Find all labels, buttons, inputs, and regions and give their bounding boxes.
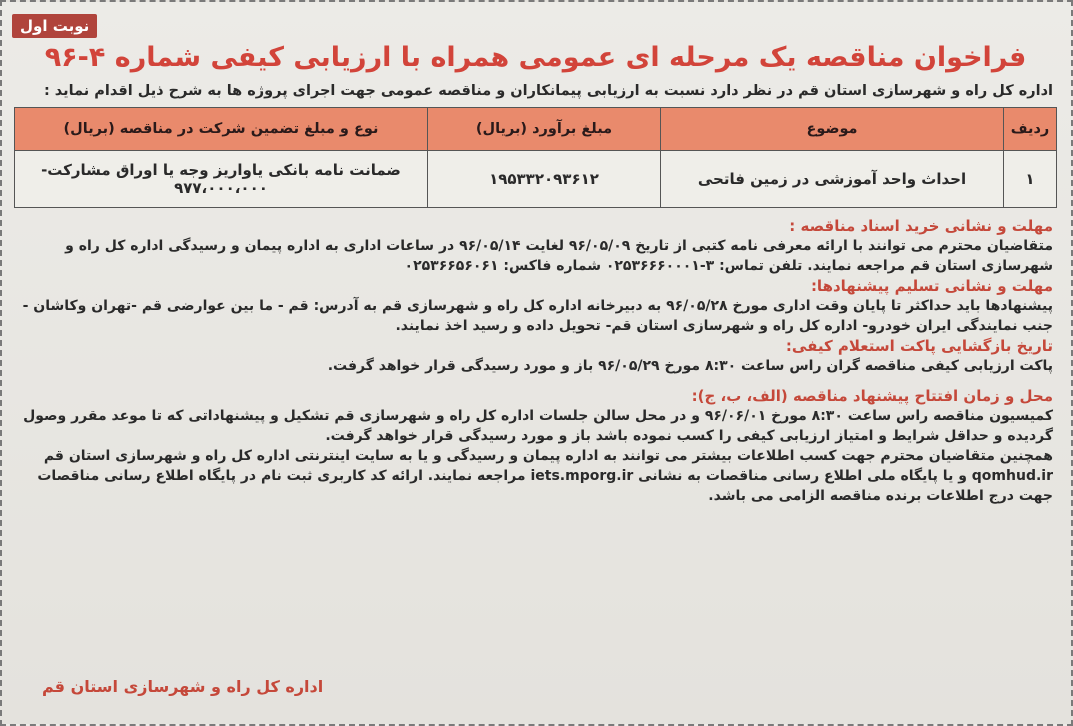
intro-text: اداره کل راه و شهرسازی استان قم در نظر دارد نسبت به ارزیابی پیمانکاران و مناقصه عمومی جهت اجرای پروژه ها به شرح ذیل اقدام نماید :: [43, 83, 1053, 99]
header-guarantee: نوع و مبلغ تضمین شرکت در مناقصه (بریال): [15, 108, 428, 151]
cell-estimate: ۱۹۵۳۳۲۰۹۳۶۱۲: [428, 151, 661, 208]
purchase-text: متقاضیان محترم می توانند با ارائه معرفی نامه کتبی از تاریخ ۹۶/۰۵/۰۹ لغایت ۹۶/۰۵/۱۴ در ساعات اداری به اداره پیمان و رسیدگی اداره کل راه و شهرسازی استان قم مراجعه نمایند. تلفن تماس: ۳-۰۲۵۳۶۶۶۰۰۰۱ شماره فاکس: ۰۲۵۳۶۶۵۶۰۶۱: [65, 238, 1053, 274]
cell-subject: احداث واحد آموزشی در زمین فاتحی: [661, 151, 1004, 208]
header-index: ردیف: [1004, 108, 1057, 151]
cell-index: ۱: [1004, 151, 1057, 208]
notice-body: [14, 216, 1057, 506]
notice-badge: نوبت اول: [12, 14, 97, 38]
notice-title: فراخوان مناقصه یک مرحله ای عمومی همراه با ارزیابی کیفی شماره ۴-۹۶: [44, 42, 1027, 73]
purchase-heading: مهلت و نشانی خرید اسناد مناقصه :: [789, 217, 1053, 235]
header-subject: موضوع: [661, 108, 1004, 151]
signature: اداره کل راه و شهرسازی استان قم: [42, 677, 324, 696]
quality-text: پاکت ارزیابی کیفی مناقصه گران راس ساعت ۸:۳۰ مورخ ۹۶/۰۵/۲۹ باز و مورد رسیدگی قرار خواهد گرفت.: [327, 358, 1053, 374]
header-estimate: مبلغ برآورد (بریال): [428, 108, 661, 151]
delivery-text: پیشنهادها باید حداکثر تا پایان وقت اداری مورخ ۹۶/۰۵/۲۸ به دبیرخانه اداره کل راه و شهرسازی قم به آدرس: قم - ما بین عوارضی قم -تهران وکاشان - جنب نمایندگی ایران خودرو- اداره کل راه و شهرسازی استان قم- تحویل داده و رسید اخذ نمایند.: [22, 298, 1053, 334]
table-row: [15, 151, 1057, 208]
table-header-row: [15, 108, 1057, 151]
tender-table: [14, 107, 1057, 208]
cell-guarantee: ضمانت نامه بانکی یاواریز وجه یا اوراق مشارکت- ۹۷۷،۰۰۰،۰۰۰: [15, 151, 428, 208]
delivery-heading: مهلت و نشانی تسلیم پیشنهادها:: [810, 277, 1053, 295]
quality-heading: تاریخ بازگشایی پاکت استعلام کیفی:: [785, 337, 1053, 355]
more-info-text: همچنین متقاضیان محترم جهت کسب اطلاعات بیشتر می توانند به اداره پیمان و رسیدگی و یا به سایت اینترنتی اداره کل راه و شهرسازی استان قم qomhud.ir و یا پایگاه ملی اطلاع رسانی مناقصات به نشانی iets.mporg.ir مراجعه نمایند. ارائه کد کاربری ثبت نام در پایگاه اطلاع رسانی مناقصات جهت درج اطلاعات برنده مناقصه الزامی می باشد.: [37, 448, 1053, 504]
opening-heading: محل و زمان افتتاح پیشنهاد مناقصه (الف، ب، ج):: [691, 387, 1053, 405]
opening-text: کمیسیون مناقصه راس ساعت ۸:۳۰ مورخ ۹۶/۰۶/۰۱ و در محل سالن جلسات اداره کل راه و شهرسازی قم تشکیل و پیشنهاداتی که تا موعد مقرر وصول گردیده و حداقل شرایط و امتیاز ارزیابی کیفی را کسب نموده باشد باز و مورد رسیدگی قرار خواهد گرفت.: [23, 408, 1053, 444]
